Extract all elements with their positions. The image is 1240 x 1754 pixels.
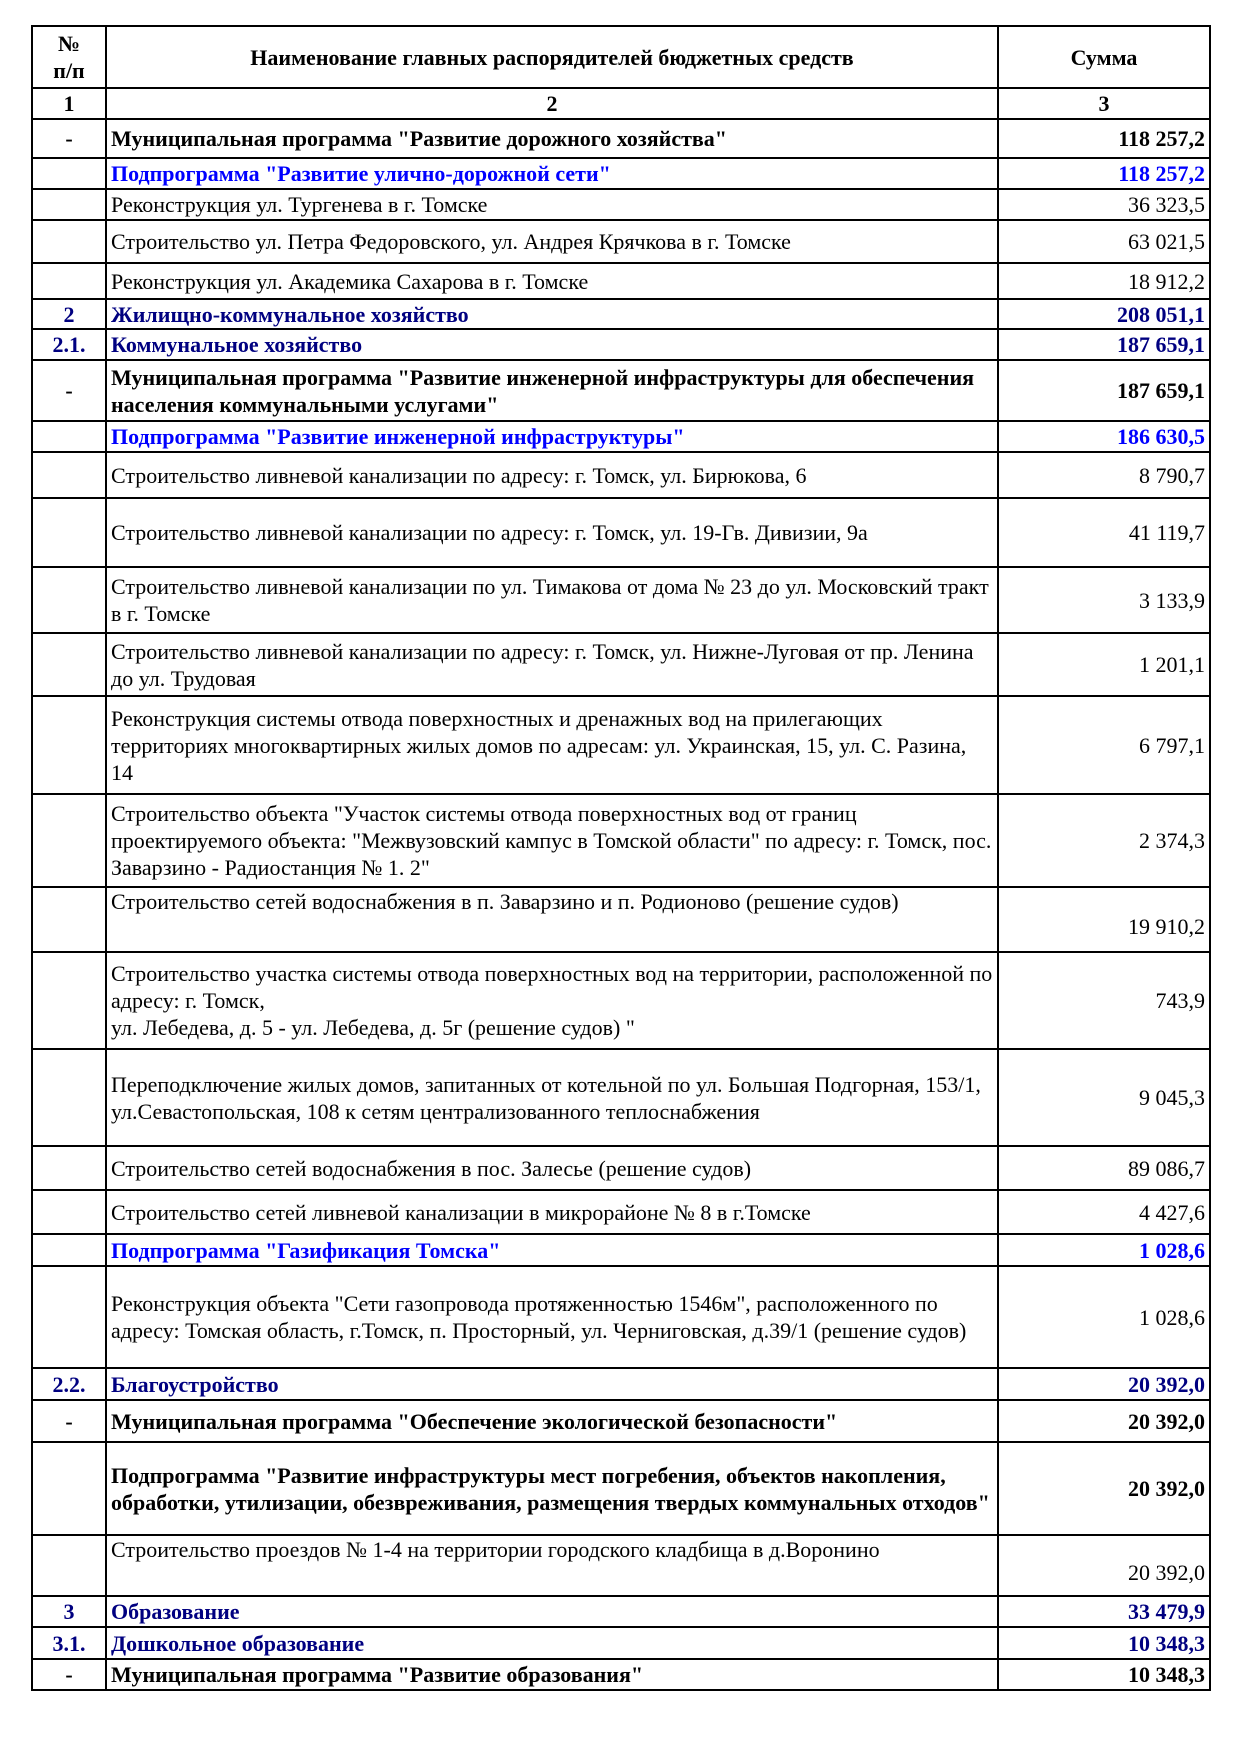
row-name: Строительство сетей водоснабжения в п. Заварзино и п. Родионово (решение судов) xyxy=(106,887,998,952)
table-row xyxy=(32,498,1210,567)
row-name: Строительство ливневой канализации по адресу: г. Томск, ул. Бирюкова, 6 xyxy=(106,452,998,498)
row-number xyxy=(32,696,106,794)
row-name: Переподключение жилых домов, запитанных от котельной по ул. Большая Подгорная, 153/1, ул.Севастопольская, 108 к сетям централизованного теплоснабжения xyxy=(106,1049,998,1146)
row-name: Муниципальная программа "Обеспечение экологической безопасности" xyxy=(106,1400,998,1442)
table-row xyxy=(32,887,1210,952)
row-name: Строительство ливневой канализации по ул. Тимакова от дома № 23 до ул. Московский тракт в г. Томске xyxy=(106,567,998,633)
row-sum: 20 392,0 xyxy=(998,1400,1210,1442)
table-row xyxy=(32,952,1210,1049)
row-name: Строительство объекта "Участок системы отвода поверхностных вод от границ проектируемого объекта: "Межвузовский кампус в Томской области" по адресу: г. Томск, пос. Заварзино - Радиостанция № 1. 2" xyxy=(106,794,998,887)
column-number: 1 xyxy=(32,88,106,119)
table-row xyxy=(32,220,1210,263)
table-row xyxy=(32,452,1210,498)
table-row xyxy=(32,1627,1210,1659)
row-sum: 6 797,1 xyxy=(998,696,1210,794)
row-name: Строительство сетей ливневой канализации в микрорайоне № 8 в г.Томске xyxy=(106,1190,998,1234)
row-sum: 19 910,2 xyxy=(998,887,1210,952)
row-sum: 89 086,7 xyxy=(998,1146,1210,1190)
row-number: 3.1. xyxy=(32,1627,106,1659)
table-row xyxy=(32,421,1210,452)
row-name: Подпрограмма "Развитие улично-дорожной сети" xyxy=(106,158,998,189)
table-row xyxy=(32,1442,1210,1535)
table-row xyxy=(32,1596,1210,1627)
row-sum: 20 392,0 xyxy=(998,1368,1210,1400)
row-name: Подпрограмма "Развитие инженерной инфраструктуры" xyxy=(106,421,998,452)
row-number xyxy=(32,1234,106,1266)
row-sum: 41 119,7 xyxy=(998,498,1210,567)
row-name: Благоустройство xyxy=(106,1368,998,1400)
row-name: Жилищно-коммунальное хозяйство xyxy=(106,299,998,329)
row-number xyxy=(32,421,106,452)
row-sum: 2 374,3 xyxy=(998,794,1210,887)
table-row xyxy=(32,263,1210,299)
row-number: 2.1. xyxy=(32,329,106,360)
header-name: Наименование главных распорядителей бюджетных средств xyxy=(106,26,998,88)
header-num: № п/п xyxy=(32,26,106,88)
table-row xyxy=(32,119,1210,158)
row-number: 2.2. xyxy=(32,1368,106,1400)
row-number xyxy=(32,1442,106,1535)
row-name: Коммунальное хозяйство xyxy=(106,329,998,360)
column-numbers-row xyxy=(32,88,1210,119)
row-sum: 187 659,1 xyxy=(998,360,1210,421)
row-number: - xyxy=(32,1659,106,1690)
row-name: Строительство ливневой канализации по адресу: г. Томск, ул. 19-Гв. Дивизии, 9а xyxy=(106,498,998,567)
row-number xyxy=(32,498,106,567)
row-sum: 118 257,2 xyxy=(998,158,1210,189)
row-number: - xyxy=(32,119,106,158)
row-name: Подпрограмма "Газификация Томска" xyxy=(106,1234,998,1266)
table-row xyxy=(32,567,1210,633)
row-number xyxy=(32,1190,106,1234)
row-sum: 33 479,9 xyxy=(998,1596,1210,1627)
row-sum: 9 045,3 xyxy=(998,1049,1210,1146)
row-sum: 3 133,9 xyxy=(998,567,1210,633)
row-number xyxy=(32,1535,106,1596)
row-number xyxy=(32,1146,106,1190)
row-name: Муниципальная программа "Развитие дорожного хозяйства" xyxy=(106,119,998,158)
row-name: Муниципальная программа "Развитие образования" xyxy=(106,1659,998,1690)
row-number xyxy=(32,794,106,887)
row-number: 3 xyxy=(32,1596,106,1627)
row-sum: 10 348,3 xyxy=(998,1659,1210,1690)
row-number xyxy=(32,189,106,220)
row-number xyxy=(32,158,106,189)
row-name: Подпрограмма "Развитие инфраструктуры мест погребения, объектов накопления, обработки, утилизации, обезвреживания, размещения твердых коммунальных отходов" xyxy=(106,1442,998,1535)
column-number: 2 xyxy=(106,88,998,119)
row-sum: 743,9 xyxy=(998,952,1210,1049)
row-name: Реконструкция ул. Академика Сахарова в г. Томске xyxy=(106,263,998,299)
row-number xyxy=(32,452,106,498)
row-name: Строительство участка системы отвода поверхностных вод на территории, расположенной по адресу: г. Томск, ул. Лебедева, д. 5 - ул. Лебедева, д. 5г (решение судов) " xyxy=(106,952,998,1049)
row-sum: 1 028,6 xyxy=(998,1266,1210,1368)
row-name: Строительство ливневой канализации по адресу: г. Томск, ул. Нижне-Луговая от пр. Ленина до ул. Трудовая xyxy=(106,633,998,696)
row-number xyxy=(32,633,106,696)
row-name: Строительство сетей водоснабжения в пос. Залесье (решение судов) xyxy=(106,1146,998,1190)
header-sum: Сумма xyxy=(998,26,1210,88)
table-row xyxy=(32,1659,1210,1690)
table-row xyxy=(32,1234,1210,1266)
row-number xyxy=(32,220,106,263)
row-number: - xyxy=(32,1400,106,1442)
row-number xyxy=(32,567,106,633)
row-name: Строительство ул. Петра Федоровского, ул. Андрея Крячкова в г. Томске xyxy=(106,220,998,263)
row-sum: 186 630,5 xyxy=(998,421,1210,452)
table-row xyxy=(32,1190,1210,1234)
row-sum: 118 257,2 xyxy=(998,119,1210,158)
row-sum: 36 323,5 xyxy=(998,189,1210,220)
row-sum: 8 790,7 xyxy=(998,452,1210,498)
row-sum: 63 021,5 xyxy=(998,220,1210,263)
row-name: Образование xyxy=(106,1596,998,1627)
table-row xyxy=(32,1266,1210,1368)
table-row xyxy=(32,794,1210,887)
table-row xyxy=(32,1146,1210,1190)
row-name: Дошкольное образование xyxy=(106,1627,998,1659)
row-sum: 18 912,2 xyxy=(998,263,1210,299)
row-number xyxy=(32,263,106,299)
column-number: 3 xyxy=(998,88,1210,119)
row-name: Реконструкция системы отвода поверхностных и дренажных вод на прилегающих территориях многоквартирных жилых домов по адресам: ул. Украинская, 15, ул. С. Разина, 14 xyxy=(106,696,998,794)
row-sum: 20 392,0 xyxy=(998,1442,1210,1535)
table-row xyxy=(32,299,1210,329)
row-name: Строительство проездов № 1-4 на территории городского кладбища в д.Воронино xyxy=(106,1535,998,1596)
row-number xyxy=(32,952,106,1049)
row-sum: 4 427,6 xyxy=(998,1190,1210,1234)
row-sum: 10 348,3 xyxy=(998,1627,1210,1659)
row-sum: 187 659,1 xyxy=(998,329,1210,360)
row-sum: 208 051,1 xyxy=(998,299,1210,329)
row-name: Муниципальная программа "Развитие инженерной инфраструктуры для обеспечения населения коммунальными услугами" xyxy=(106,360,998,421)
table-row xyxy=(32,1368,1210,1400)
budget-table xyxy=(31,25,1211,1691)
row-name: Реконструкция ул. Тургенева в г. Томске xyxy=(106,189,998,220)
table-row xyxy=(32,360,1210,421)
row-number xyxy=(32,1266,106,1368)
table-row xyxy=(32,189,1210,220)
row-number xyxy=(32,887,106,952)
table-row xyxy=(32,1049,1210,1146)
table-row xyxy=(32,158,1210,189)
row-number: - xyxy=(32,360,106,421)
row-sum: 1 028,6 xyxy=(998,1234,1210,1266)
row-sum: 1 201,1 xyxy=(998,633,1210,696)
row-number xyxy=(32,1049,106,1146)
table-row xyxy=(32,329,1210,360)
table-row xyxy=(32,1535,1210,1596)
row-name: Реконструкция объекта "Сети газопровода протяженностью 1546м", расположенного по адресу: Томская область, г.Томск, п. Просторный, ул. Черниговская, д.39/1 (решение судов) xyxy=(106,1266,998,1368)
row-number: 2 xyxy=(32,299,106,329)
table-row xyxy=(32,1400,1210,1442)
table-row xyxy=(32,696,1210,794)
table-header-row xyxy=(32,26,1210,88)
table-row xyxy=(32,633,1210,696)
row-sum: 20 392,0 xyxy=(998,1535,1210,1596)
